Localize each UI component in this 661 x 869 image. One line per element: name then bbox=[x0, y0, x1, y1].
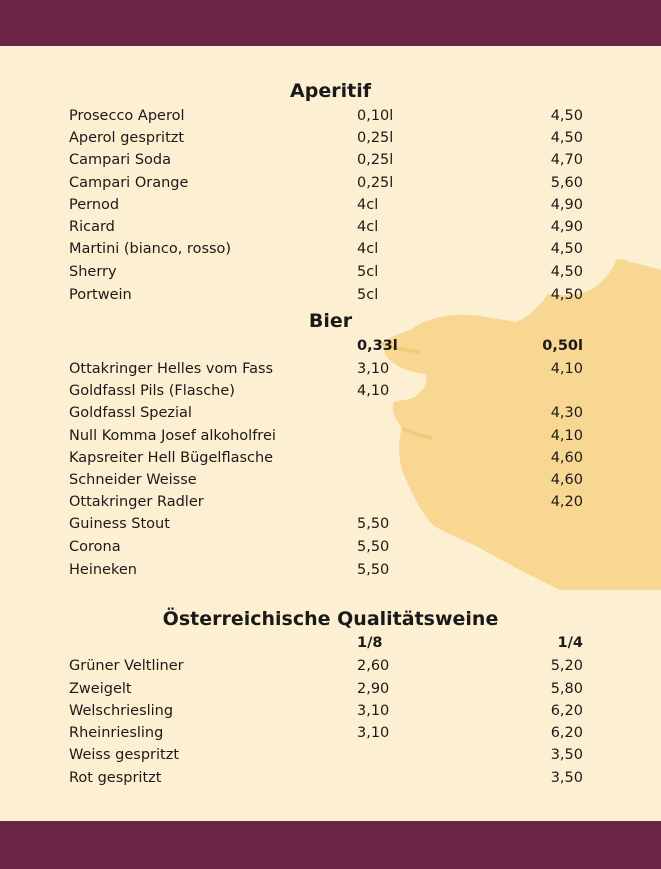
item-name: Aperol gespritzt bbox=[69, 130, 185, 146]
item-name: Grüner Veltliner bbox=[69, 658, 184, 674]
menu-item bbox=[0, 678, 661, 700]
item-size: 4cl bbox=[357, 241, 379, 257]
item-size: 0,25l bbox=[357, 175, 394, 191]
menu-item bbox=[0, 105, 661, 127]
menu-item bbox=[0, 744, 661, 766]
item-size: 4cl bbox=[357, 219, 379, 235]
item-price-quarter: 5,20 bbox=[550, 658, 583, 674]
item-price: 4,50 bbox=[550, 108, 583, 124]
section-title-bier: Bier bbox=[308, 310, 353, 332]
item-name: Campari Soda bbox=[69, 152, 171, 168]
item-price-eighth: 2,60 bbox=[357, 658, 390, 674]
section-title-weine: Österreichische Qualitätsweine bbox=[162, 608, 499, 630]
item-name: Weiss gespritzt bbox=[69, 747, 180, 763]
item-name: Guiness Stout bbox=[69, 516, 170, 532]
item-name: Martini (bianco, rosso) bbox=[69, 241, 232, 257]
item-price-small: 5,50 bbox=[357, 516, 390, 532]
item-price-eighth: 3,10 bbox=[357, 703, 390, 719]
menu-item bbox=[0, 194, 661, 216]
item-price: 4,50 bbox=[550, 130, 583, 146]
menu-item bbox=[0, 491, 661, 513]
item-name: Zweigelt bbox=[69, 681, 132, 697]
item-price: 4,90 bbox=[550, 197, 583, 213]
menu-item bbox=[0, 536, 661, 558]
item-name: Schneider Weisse bbox=[69, 472, 197, 488]
item-name: Ottakringer Radler bbox=[69, 494, 204, 510]
item-price: 4,50 bbox=[550, 241, 583, 257]
menu-item bbox=[0, 172, 661, 194]
item-price: 4,70 bbox=[550, 152, 583, 168]
menu-item bbox=[0, 513, 661, 535]
item-name: Pernod bbox=[69, 197, 120, 213]
menu-item bbox=[0, 767, 661, 789]
menu-item bbox=[0, 722, 661, 744]
item-price-large: 4,10 bbox=[550, 361, 583, 377]
item-size: 5cl bbox=[357, 287, 379, 303]
item-price-quarter: 6,20 bbox=[550, 703, 583, 719]
item-name: Prosecco Aperol bbox=[69, 108, 185, 124]
item-name: Campari Orange bbox=[69, 175, 189, 191]
item-name: Sherry bbox=[69, 264, 117, 280]
item-price-large: 4,30 bbox=[550, 405, 583, 421]
menu-item bbox=[0, 559, 661, 581]
item-name: Goldfassl Spezial bbox=[69, 405, 192, 421]
column-header-quarter: 1/4 bbox=[557, 635, 583, 651]
column-headers-weine bbox=[0, 632, 661, 654]
menu-item bbox=[0, 402, 661, 424]
column-header-eighth: 1/8 bbox=[357, 635, 383, 651]
menu-item bbox=[0, 700, 661, 722]
item-name: Heineken bbox=[69, 562, 137, 578]
item-price: 5,60 bbox=[550, 175, 583, 191]
item-price-large: 4,60 bbox=[550, 450, 583, 466]
item-price: 4,50 bbox=[550, 264, 583, 280]
item-name: Kapsreiter Hell Bügelflasche bbox=[69, 450, 274, 466]
item-price-eighth: 2,90 bbox=[357, 681, 390, 697]
menu-item bbox=[0, 261, 661, 283]
bottom-band bbox=[0, 821, 661, 869]
item-size: 5cl bbox=[357, 264, 379, 280]
item-size: 4cl bbox=[357, 197, 379, 213]
item-price-small: 3,10 bbox=[357, 361, 390, 377]
menu-item bbox=[0, 655, 661, 677]
item-price-small: 5,50 bbox=[357, 562, 390, 578]
item-price-quarter: 3,50 bbox=[550, 747, 583, 763]
item-price-large: 4,20 bbox=[550, 494, 583, 510]
item-size: 0,25l bbox=[357, 130, 394, 146]
item-size: 0,10l bbox=[357, 108, 394, 124]
menu-item bbox=[0, 469, 661, 491]
column-header-small: 0,33l bbox=[357, 338, 398, 354]
menu-item bbox=[0, 447, 661, 469]
item-size: 0,25l bbox=[357, 152, 394, 168]
item-name: Corona bbox=[69, 539, 121, 555]
item-price-large: 4,10 bbox=[550, 428, 583, 444]
column-header-large: 0,50l bbox=[542, 338, 583, 354]
menu-item bbox=[0, 127, 661, 149]
item-price-small: 4,10 bbox=[357, 383, 390, 399]
item-price-large: 4,60 bbox=[550, 472, 583, 488]
item-price-small: 5,50 bbox=[357, 539, 390, 555]
item-name: Portwein bbox=[69, 287, 132, 303]
item-price: 4,50 bbox=[550, 287, 583, 303]
menu-item bbox=[0, 149, 661, 171]
menu-item bbox=[0, 216, 661, 238]
item-price-eighth: 3,10 bbox=[357, 725, 390, 741]
section-title-aperitif: Aperitif bbox=[290, 80, 371, 102]
item-price-quarter: 5,80 bbox=[550, 681, 583, 697]
item-name: Rot gespritzt bbox=[69, 770, 162, 786]
top-band bbox=[0, 0, 661, 46]
item-name: Null Komma Josef alkoholfrei bbox=[69, 428, 276, 444]
item-name: Goldfassl Pils (Flasche) bbox=[69, 383, 235, 399]
item-price-quarter: 6,20 bbox=[550, 725, 583, 741]
menu-item bbox=[0, 425, 661, 447]
item-name: Welschriesling bbox=[69, 703, 174, 719]
menu-item bbox=[0, 358, 661, 380]
item-price-quarter: 3,50 bbox=[550, 770, 583, 786]
item-price: 4,90 bbox=[550, 219, 583, 235]
item-name: Rheinriesling bbox=[69, 725, 164, 741]
column-headers-bier bbox=[0, 335, 661, 357]
item-name: Ottakringer Helles vom Fass bbox=[69, 361, 274, 377]
menu-item bbox=[0, 284, 661, 306]
menu-item bbox=[0, 238, 661, 260]
menu-item bbox=[0, 380, 661, 402]
item-name: Ricard bbox=[69, 219, 115, 235]
